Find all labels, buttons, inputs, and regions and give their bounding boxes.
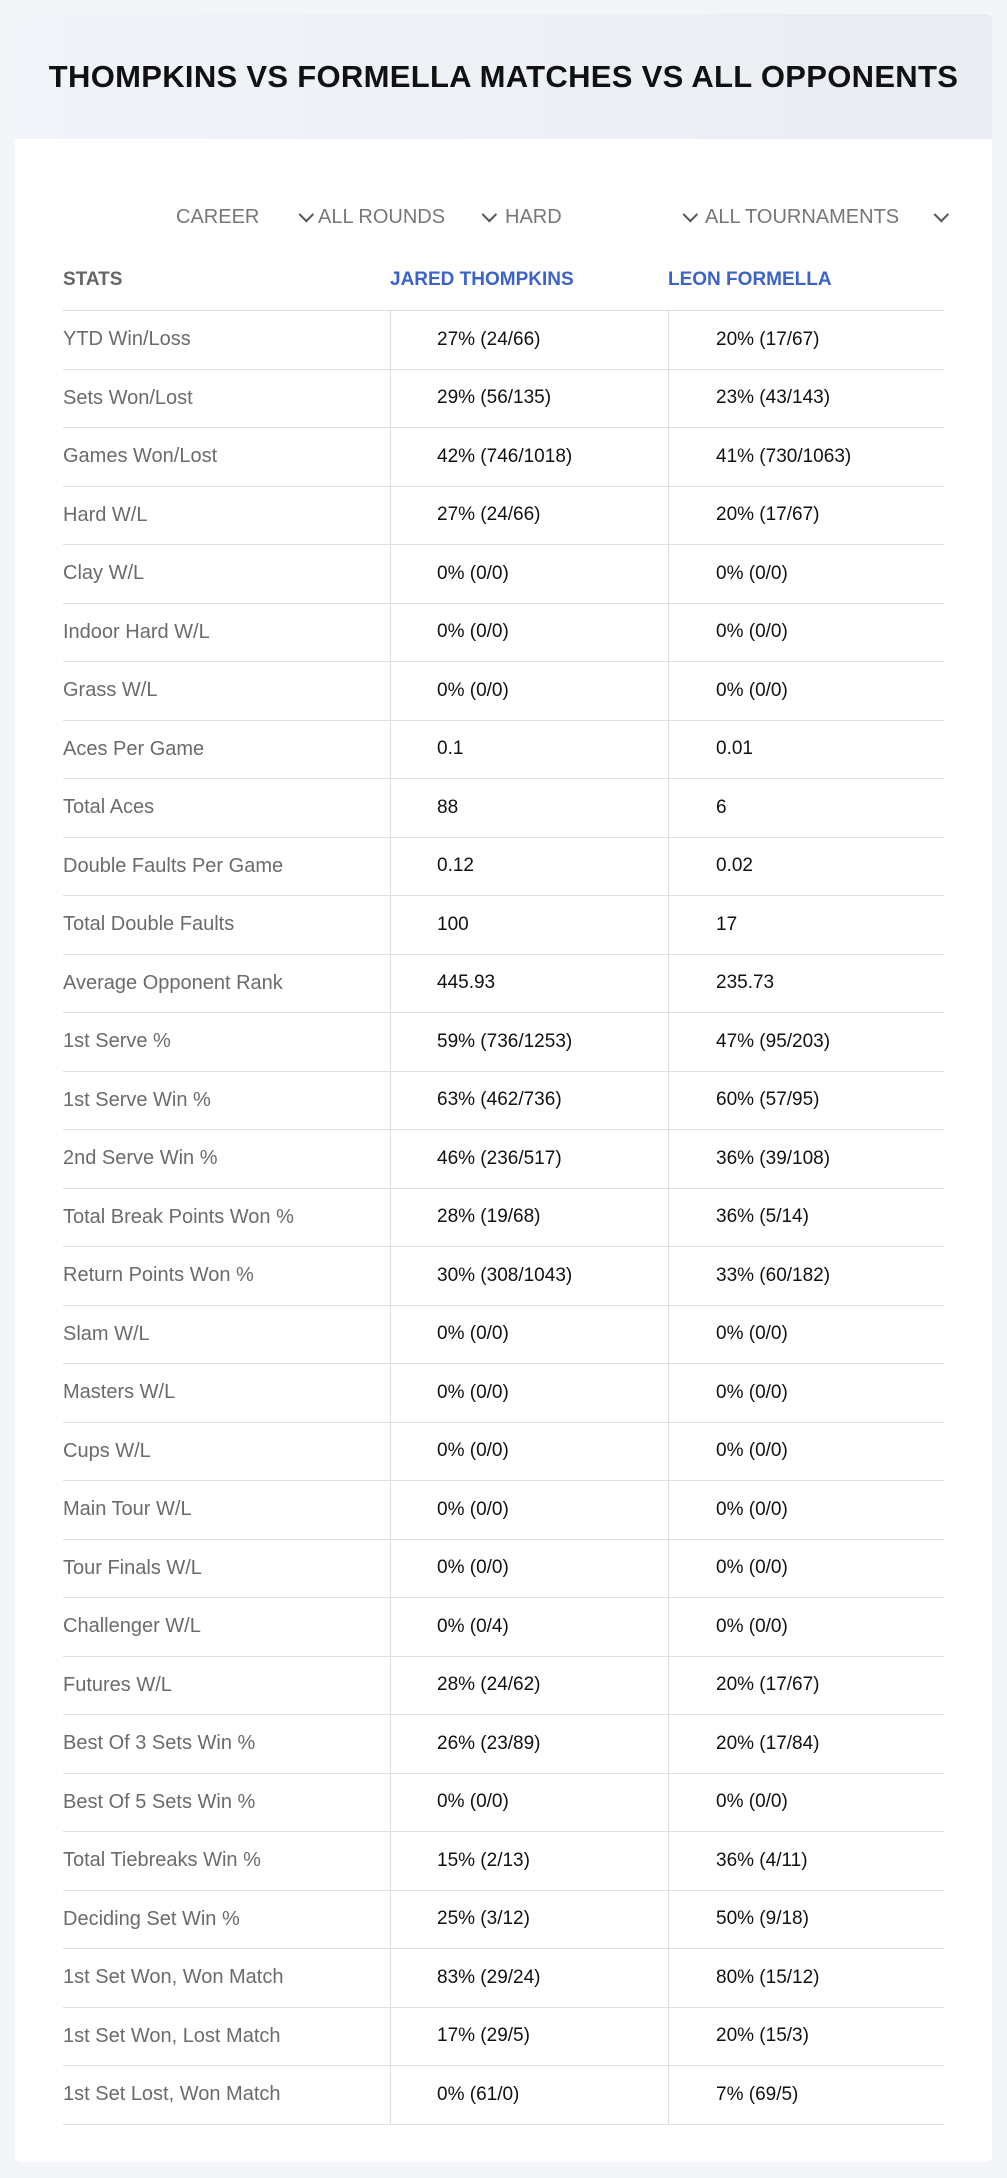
- table-row: [63, 545, 944, 604]
- period-select-value: CAREER: [176, 205, 260, 228]
- player1-value: 28% (24/62): [390, 1657, 668, 1715]
- table-body: [63, 311, 944, 2125]
- table-row: [63, 1949, 944, 2008]
- stat-label: Average Opponent Rank: [63, 971, 283, 994]
- player2-value: 0% (0/0): [668, 1364, 944, 1422]
- player1-value: 0% (0/0): [390, 1540, 668, 1598]
- player2-value: 20% (17/67): [668, 311, 944, 369]
- player2-value: 20% (15/3): [668, 2008, 944, 2066]
- table-row: [63, 1540, 944, 1599]
- player2-value: 235.73: [668, 955, 944, 1013]
- player1-value: 42% (746/1018): [390, 428, 668, 486]
- player2-value: 80% (15/12): [668, 1949, 944, 2007]
- player1-value: 27% (24/66): [390, 311, 668, 369]
- table-row: [63, 1774, 944, 1833]
- player1-value: 0.12: [390, 838, 668, 896]
- table-row: [63, 1013, 944, 1072]
- player1-value: 28% (19/68): [390, 1189, 668, 1247]
- table-row: [63, 1657, 944, 1716]
- stat-label: Tour Finals W/L: [63, 1556, 202, 1579]
- player1-value: 83% (29/24): [390, 1949, 668, 2007]
- player1-name-link[interactable]: JARED THOMPKINS: [390, 269, 574, 290]
- player1-value: 26% (23/89): [390, 1715, 668, 1773]
- table-row: [63, 1130, 944, 1189]
- player2-value: 20% (17/67): [668, 487, 944, 545]
- player1-value: 63% (462/736): [390, 1072, 668, 1130]
- player1-value: 0% (0/4): [390, 1598, 668, 1656]
- round-select-value: ALL ROUNDS: [318, 205, 446, 228]
- player1-value: 0% (0/0): [390, 1306, 668, 1364]
- player1-value: 17% (29/5): [390, 2008, 668, 2066]
- table-row: [63, 955, 944, 1014]
- stat-label: Sets Won/Lost: [63, 386, 193, 409]
- player2-value: 20% (17/67): [668, 1657, 944, 1715]
- round-select[interactable]: [318, 200, 498, 234]
- filter-bar: [15, 200, 992, 234]
- table-row: [63, 428, 944, 487]
- stat-label: Best Of 3 Sets Win %: [63, 1732, 256, 1755]
- player2-value: 0% (0/0): [668, 1598, 944, 1656]
- table-row: [63, 1832, 944, 1891]
- chevron-down-icon: [683, 206, 699, 222]
- table-row: [63, 1423, 944, 1482]
- player1-value: 25% (3/12): [390, 1891, 668, 1949]
- player1-value: 0% (0/0): [390, 1481, 668, 1539]
- player2-value: 33% (60/182): [668, 1247, 944, 1305]
- table-row: [63, 1481, 944, 1540]
- table-row: [63, 1189, 944, 1248]
- table-row: [63, 487, 944, 546]
- stat-label: Indoor Hard W/L: [63, 620, 210, 643]
- player2-value: 0% (0/0): [668, 1540, 944, 1598]
- tournament-select[interactable]: [705, 200, 950, 234]
- player2-value: 7% (69/5): [668, 2066, 944, 2124]
- player2-value: 6: [668, 779, 944, 837]
- player2-value: 0% (0/0): [668, 1423, 944, 1481]
- surface-select-value: HARD: [505, 205, 562, 228]
- table-row: [63, 1598, 944, 1657]
- player2-value: 20% (17/84): [668, 1715, 944, 1773]
- table-row: [63, 1247, 944, 1306]
- player2-name-link[interactable]: LEON FORMELLA: [668, 269, 832, 290]
- chevron-down-icon: [934, 206, 950, 222]
- column-header-stats: STATS: [63, 269, 123, 290]
- stat-label: Total Tiebreaks Win %: [63, 1849, 261, 1872]
- stat-label: Total Break Points Won %: [63, 1205, 294, 1228]
- player2-value: 17: [668, 896, 944, 954]
- stat-label: Main Tour W/L: [63, 1498, 192, 1521]
- player2-value: 0% (0/0): [668, 545, 944, 603]
- stat-label: Hard W/L: [63, 503, 148, 526]
- stat-label: Deciding Set Win %: [63, 1907, 240, 1930]
- table-row: [63, 662, 944, 721]
- player2-value: 50% (9/18): [668, 1891, 944, 1949]
- player1-value: 29% (56/135): [390, 370, 668, 428]
- stat-label: 1st Serve %: [63, 1030, 171, 1053]
- stat-label: Grass W/L: [63, 679, 158, 702]
- chevron-down-icon: [482, 206, 498, 222]
- player1-value: 0% (0/0): [390, 604, 668, 662]
- player1-value: 0.1: [390, 721, 668, 779]
- stats-table: [63, 250, 944, 2125]
- period-select[interactable]: [176, 200, 315, 234]
- table-row: [63, 1306, 944, 1365]
- table-row: [63, 2066, 944, 2125]
- table-row: [63, 779, 944, 838]
- stat-label: 1st Set Won, Won Match: [63, 1966, 284, 1989]
- table-row: [63, 896, 944, 955]
- player1-value: 0% (0/0): [390, 662, 668, 720]
- player2-value: 0% (0/0): [668, 1774, 944, 1832]
- table-row: [63, 311, 944, 370]
- stat-label: Masters W/L: [63, 1381, 176, 1404]
- player1-value: 88: [390, 779, 668, 837]
- table-row: [63, 604, 944, 663]
- player2-value: 36% (39/108): [668, 1130, 944, 1188]
- player2-value: 60% (57/95): [668, 1072, 944, 1130]
- player2-value: 0% (0/0): [668, 1306, 944, 1364]
- player1-value: 445.93: [390, 955, 668, 1013]
- stat-label: Total Double Faults: [63, 913, 235, 936]
- player2-value: 41% (730/1063): [668, 428, 944, 486]
- table-row: [63, 1364, 944, 1423]
- stat-label: 1st Set Lost, Won Match: [63, 2083, 281, 2106]
- player2-value: 23% (43/143): [668, 370, 944, 428]
- player1-value: 30% (308/1043): [390, 1247, 668, 1305]
- stat-label: Double Faults Per Game: [63, 854, 284, 877]
- stat-label: Games Won/Lost: [63, 445, 218, 468]
- player2-value: 36% (5/14): [668, 1189, 944, 1247]
- stat-label: YTD Win/Loss: [63, 328, 191, 351]
- player2-value: 0% (0/0): [668, 604, 944, 662]
- stat-label: Challenger W/L: [63, 1615, 201, 1638]
- player1-value: 0% (0/0): [390, 545, 668, 603]
- stat-label: 1st Set Won, Lost Match: [63, 2024, 281, 2047]
- player1-value: 100: [390, 896, 668, 954]
- player1-value: 59% (736/1253): [390, 1013, 668, 1071]
- stat-label: Best Of 5 Sets Win %: [63, 1790, 256, 1813]
- stat-label: Slam W/L: [63, 1322, 150, 1345]
- player1-value: 27% (24/66): [390, 487, 668, 545]
- table-row: [63, 721, 944, 780]
- stat-label: Clay W/L: [63, 562, 145, 585]
- player1-value: 0% (0/0): [390, 1774, 668, 1832]
- stat-label: 1st Serve Win %: [63, 1088, 211, 1111]
- stats-card: [15, 14, 992, 2162]
- player1-value: 15% (2/13): [390, 1832, 668, 1890]
- player2-value: 47% (95/203): [668, 1013, 944, 1071]
- table-row: [63, 2008, 944, 2067]
- table-row: [63, 1715, 944, 1774]
- table-header: [63, 250, 944, 311]
- table-row: [63, 838, 944, 897]
- chevron-down-icon: [299, 206, 315, 222]
- player2-value: 0% (0/0): [668, 662, 944, 720]
- player1-value: 0% (61/0): [390, 2066, 668, 2124]
- player2-value: 36% (4/11): [668, 1832, 944, 1890]
- player1-value: 46% (236/517): [390, 1130, 668, 1188]
- stat-label: 2nd Serve Win %: [63, 1147, 218, 1170]
- table-row: [63, 370, 944, 429]
- page-title: THOMPKINS VS FORMELLA MATCHES VS ALL OPPONENTS: [48, 58, 959, 94]
- card-header: [15, 14, 992, 139]
- stat-label: Cups W/L: [63, 1439, 151, 1462]
- tournament-select-value: ALL TOURNAMENTS: [705, 205, 900, 228]
- player1-value: 0% (0/0): [390, 1423, 668, 1481]
- player1-value: 0% (0/0): [390, 1364, 668, 1422]
- player2-value: 0% (0/0): [668, 1481, 944, 1539]
- stat-label: Return Points Won %: [63, 1264, 254, 1287]
- stat-label: Futures W/L: [63, 1673, 172, 1696]
- table-row: [63, 1072, 944, 1131]
- stat-label: Total Aces: [63, 796, 155, 819]
- table-row: [63, 1891, 944, 1950]
- player2-value: 0.01: [668, 721, 944, 779]
- stat-label: Aces Per Game: [63, 737, 205, 760]
- player2-value: 0.02: [668, 838, 944, 896]
- surface-select[interactable]: [505, 200, 699, 234]
